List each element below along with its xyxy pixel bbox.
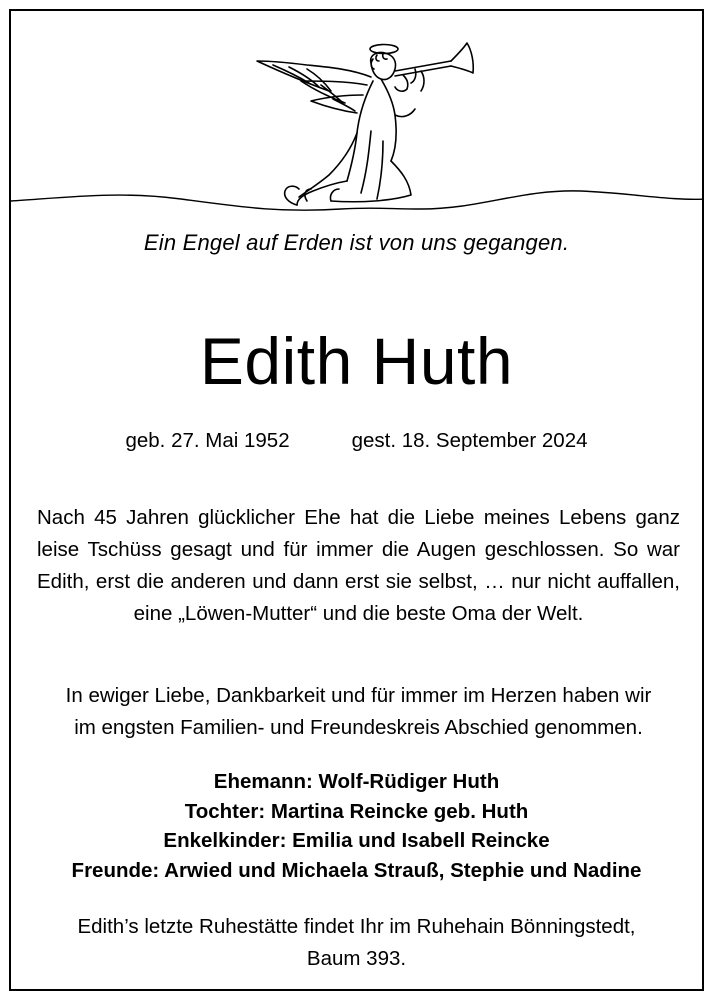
life-dates xyxy=(11,429,702,453)
remembrance-paragraph xyxy=(37,680,680,744)
burial-notice xyxy=(11,911,702,975)
burial-line: Edith’s letzte Ruhestätte findet Ihr im Ruhehain Bönningstedt, xyxy=(77,915,636,938)
deceased-name: Edith Huth xyxy=(199,324,514,398)
remembrance-line: im engsten Familien- und Freundeskreis Abschied genommen. xyxy=(74,716,643,739)
family-entry-daughter: Tochter: Martina Reincke geb. Huth xyxy=(184,799,529,823)
farewell-paragraph: Nach 45 Jahren glücklicher Ehe hat die Liebe meines Lebens ganz leise Tschüss gesagt und für immer die Augen geschlossen. So war Edith, erst die anderen und dann erst sie selbst, … nur nicht auffallen, eine „Löwen-Mutter“ und die beste Oma der Welt. xyxy=(37,506,680,625)
family-entry-grandchildren: Enkelkinder: Emilia und Isabell Reincke xyxy=(163,829,550,852)
death-date: gest. 18. September 2024 xyxy=(351,429,588,452)
family-list xyxy=(11,767,702,885)
obituary-card xyxy=(9,9,704,991)
angel-trumpet-illustration xyxy=(11,11,704,226)
family-entry-friends: Freunde: Arwied und Michaela Strauß, Stephie und Nadine xyxy=(71,858,642,882)
burial-line: Baum 393. xyxy=(306,947,407,970)
remembrance-line: In ewiger Liebe, Dankbarkeit und für immer im Herzen haben wir xyxy=(65,684,652,707)
motto: Ein Engel auf Erden ist von uns gegangen. xyxy=(143,230,570,255)
family-entry-husband: Ehemann: Wolf-Rüdiger Huth xyxy=(213,770,500,793)
birth-date: geb. 27. Mai 1952 xyxy=(125,429,290,452)
